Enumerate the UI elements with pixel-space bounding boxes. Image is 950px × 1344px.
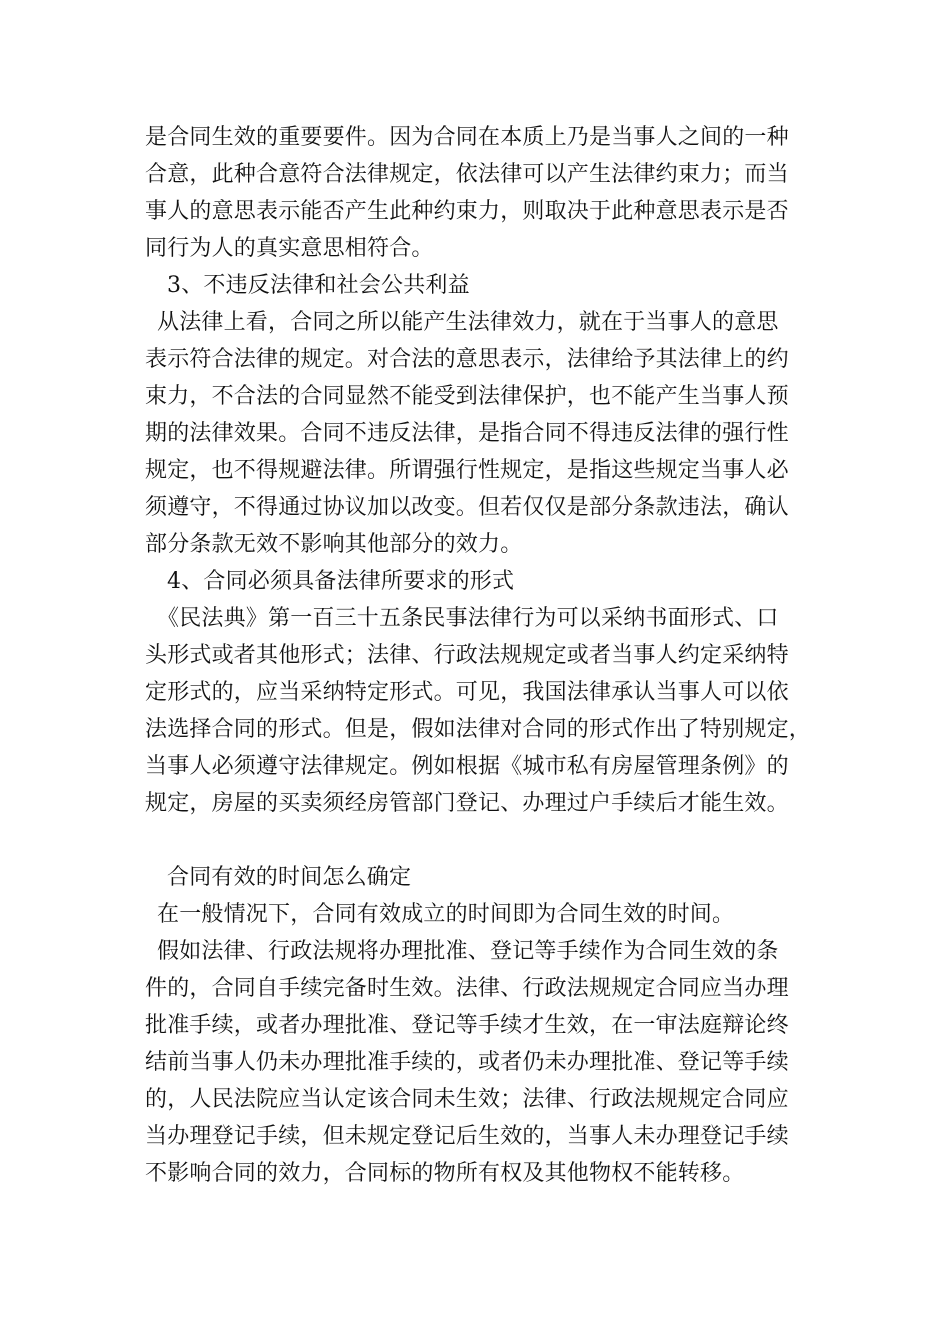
text-line: 规定，房屋的买卖须经房管部门登记、办理过户手续后才能生效。 [145, 791, 789, 816]
text-line: 期的法律效果。合同不违反法律，是指合同不得违反法律的强行性 [145, 421, 789, 446]
paragraph-form [145, 600, 825, 822]
text-line: 不影响合同的效力，合同标的物所有权及其他物权不能转移。 [145, 1161, 745, 1186]
heading-text: 合同有效的时间怎么确定 [167, 865, 412, 890]
text-line: 合意，此种合意符合法律规定，依法律可以产生法律约束力；而当 [145, 162, 789, 187]
text-line: 假如法律、行政法规将办理批准、登记等手续作为合同生效的条 [157, 939, 779, 964]
text-line: 当办理登记手续，但未规定登记后生效的，当事人未办理登记手续 [145, 1124, 789, 1149]
text-line: 规定，也不得规避法律。所谓强行性规定，是指这些规定当事人必 [145, 458, 789, 483]
text-line: 须遵守，不得通过协议加以改变。但若仅仅是部分条款违法，确认 [145, 495, 789, 520]
text-line: 头形式或者其他形式；法律、行政法规规定或者当事人约定采纳特 [145, 643, 789, 668]
text-line: 束力，不合法的合同显然不能受到法律保护，也不能产生当事人预 [145, 384, 789, 409]
text-line: 的，人民法院应当认定该合同未生效；法律、行政法规规定合同应 [145, 1087, 789, 1112]
paragraph-legality [145, 304, 825, 563]
section-heading-3 [145, 267, 825, 304]
text-line: 在一般情况下，合同有效成立的时间即为合同生效的时间。 [157, 902, 735, 927]
text-line: 当事人必须遵守法律规定。例如根据《城市私有房屋管理条例》的 [145, 754, 789, 779]
paragraph-continuation [145, 119, 825, 267]
text-line: 表示符合法律的规定。对合法的意思表示，法律给予其法律上的约 [145, 347, 789, 372]
text-line: 批准手续，或者办理批准、登记等手续才生效，在一审法庭辩论终 [145, 1013, 789, 1038]
text-line: 法选择合同的形式。但是，假如法律对合同的形式作出了特别规定， [145, 717, 812, 742]
section-heading-effective-time [145, 859, 825, 896]
text-line: 事人的意思表示能否产生此种约束力，则取决于此种意思表示是否 [145, 199, 789, 224]
text-line: 从法律上看，合同之所以能产生法律效力，就在于当事人的意思 [157, 310, 779, 335]
text-line: 定形式的，应当采纳特定形式。可见，我国法律承认当事人可以依 [145, 680, 789, 705]
section-heading-4 [145, 563, 825, 600]
paragraph-approval [145, 933, 825, 1192]
text-line: 件的，合同自手续完备时生效。法律、行政法规规定合同应当办理 [145, 976, 789, 1001]
heading-text: 3、不违反法律和社会公共利益 [167, 273, 470, 298]
text-line: 结前当事人仍未办理批准手续的，或者仍未办理批准、登记等手续 [145, 1050, 789, 1075]
heading-text: 4、合同必须具备法律所要求的形式 [167, 569, 515, 594]
text-line: 《民法典》第一百三十五条民事法律行为可以采纳书面形式、口 [157, 606, 779, 631]
text-line: 部分条款无效不影响其他部分的效力。 [145, 532, 523, 557]
text-line: 是合同生效的重要要件。因为合同在本质上乃是当事人之间的一种 [145, 125, 789, 150]
paragraph-general-case [145, 896, 825, 933]
text-line: 同行为人的真实意思相符合。 [145, 236, 434, 261]
